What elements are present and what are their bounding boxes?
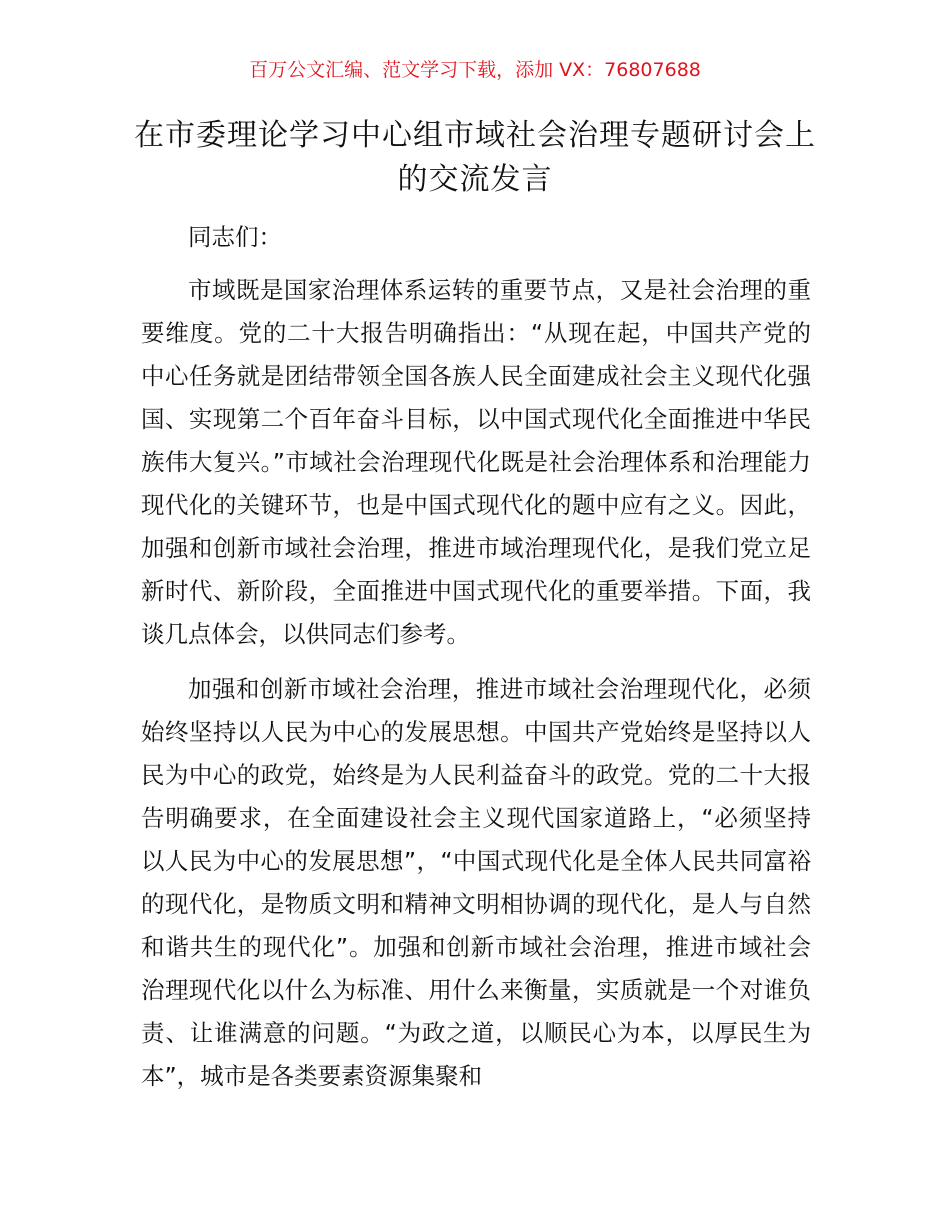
body-paragraph-2: 加强和创新市域社会治理，推进市域社会治理现代化，必须始终坚持以人民为中心的发展思想。中国共产党始终是坚持以人民为中心的政党，始终是为人民利益奋斗的政党。党的二十大报告明确要求，在全面建设社会主义现代国家道路上，“必须坚持以人民为中心的发展思想”，“中国式现代化是全体人民共同富裕的现代化，是物质文明和精神文明相协调的现代化，是人与自然和谐共生的现代化”。加强和创新市域社会治理，推进市域社会治理现代化以什么为标准、用什么来衡量，实质就是一个对谁负责、让谁满意的问题。“为政之道，以顺民心为本，以厚民生为本”，城市是各类要素资源集聚和 xyxy=(141,675,811,1090)
salutation: 同志们： xyxy=(188,223,282,251)
header-watermark-note: 百万公文汇编、范文学习下载，添加 VX：76807688 xyxy=(249,59,701,81)
document-title: 在市委理论学习中心组市域社会治理专题研讨会上的交流发言 xyxy=(134,118,816,197)
body-paragraph-1: 市域既是国家治理体系运转的重要节点，又是社会治理的重要维度。党的二十大报告明确指出：“从现在起，中国共产党的中心任务就是团结带领全国各族人民全面建成社会主义现代化强国、实现第二个百年奋斗目标，以中国式现代化全面推进中华民族伟大复兴。”市域社会治理现代化既是社会治理体系和治理能力现代化的关键环节，也是中国式现代化的题中应有之义。因此，加强和创新市域社会治理，推进市域治理现代化，是我们党立足新时代、新阶段，全面推进中国式现代化的重要举措。下面，我谈几点体会，以供同志们参考。 xyxy=(141,276,811,648)
document-body xyxy=(141,216,811,1110)
